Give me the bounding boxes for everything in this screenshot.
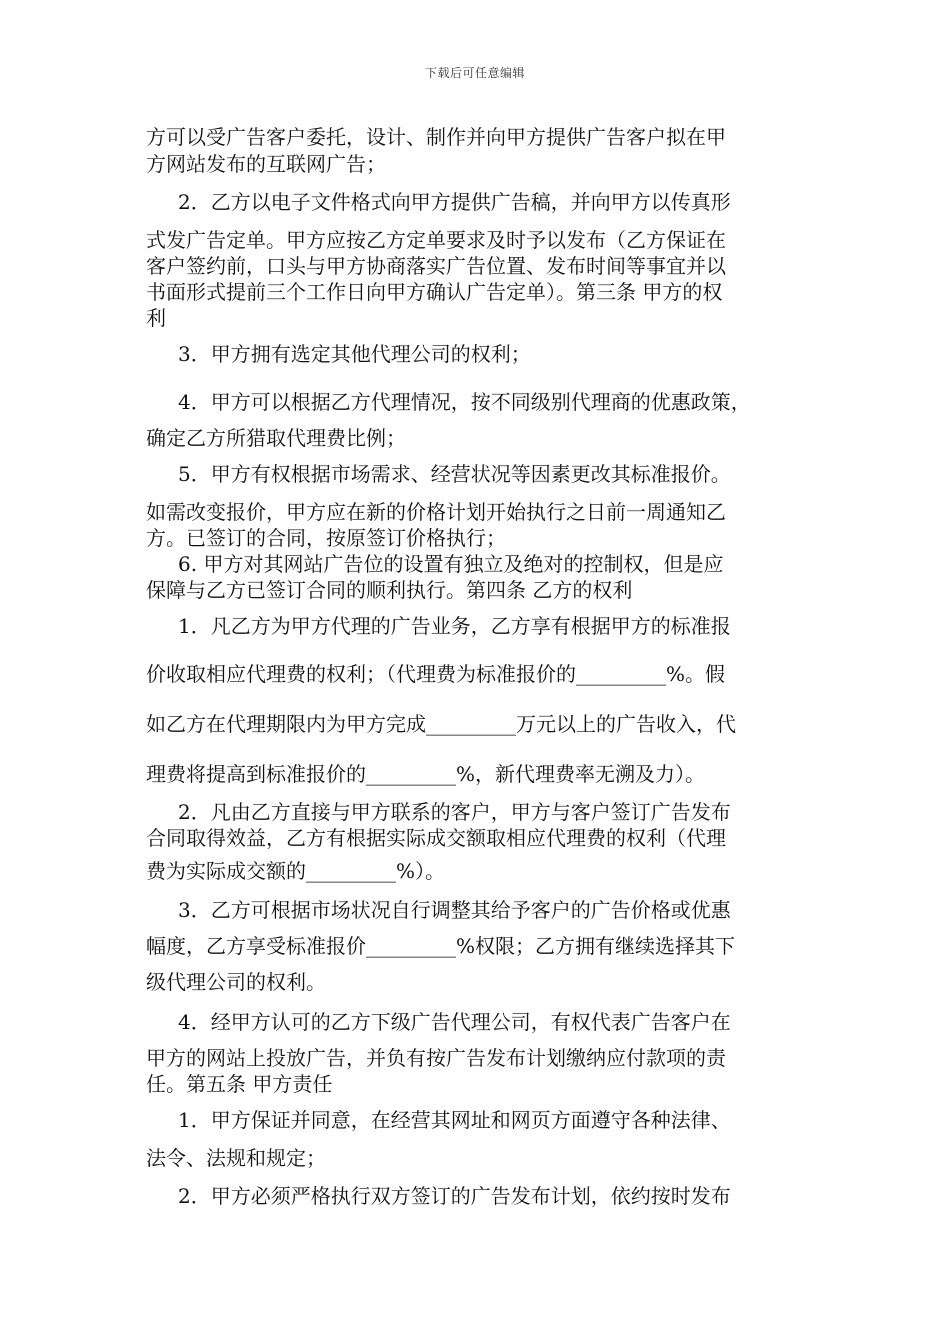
text-line: 法令、法规和规定； bbox=[146, 1146, 326, 1170]
text-line: 4．甲方可以根据乙方代理情况，按不同级别代理商的优惠政策， bbox=[178, 390, 751, 414]
text-line: 甲方的网站上投放广告，并负有按广告发布计划缴纳应付款项的责 bbox=[146, 1046, 726, 1070]
text-line: 6. 甲方对其网站广告位的设置有独立及绝对的控制权，但是应 bbox=[178, 552, 724, 576]
text-line: 5．甲方有权根据市场需求、经营状况等因素更改其标准报价。 bbox=[178, 462, 731, 486]
text-line: 方网站发布的互联网广告； bbox=[146, 152, 386, 176]
text-line: 方。已签订的合同，按原签订价格执行； bbox=[146, 526, 506, 550]
text-line: 2．甲方必须严格执行双方签订的广告发布计划，依约按时发布 bbox=[178, 1184, 731, 1208]
text-line: 2．乙方以电子文件格式向甲方提供广告稿，并向甲方以传真形 bbox=[178, 190, 731, 214]
text-line: 保障与乙方已签订合同的顺利执行。第四条 乙方的权利 bbox=[146, 578, 633, 602]
text-line: 确定乙方所猎取代理费比例； bbox=[146, 426, 406, 450]
text-line: 式发广告定单。甲方应按乙方定单要求及时予以发布（乙方保证在 bbox=[146, 228, 726, 252]
text-line: 1．凡乙方为甲方代理的广告业务，乙方享有根据甲方的标准报 bbox=[178, 614, 731, 638]
text-line: 4．经甲方认可的乙方下级广告代理公司，有权代表广告客户在 bbox=[178, 1010, 731, 1034]
text-line: 合同取得效益，乙方有根据实际成交额取相应代理费的权利（代理 bbox=[146, 826, 726, 850]
text-line: 利 bbox=[146, 306, 166, 330]
text-line: 方可以受广告客户委托，设计、制作并向甲方提供广告客户拟在甲 bbox=[146, 125, 726, 149]
text-line: 1．甲方保证并同意，在经营其网址和网页方面遵守各种法律、 bbox=[178, 1108, 731, 1132]
page-header: 下载后可任意编辑 bbox=[424, 66, 525, 80]
text-line: 任。第五条 甲方责任 bbox=[146, 1072, 333, 1096]
text-line: 客户签约前，口头与甲方协商落实广告位置、发布时间等事宜并以 bbox=[146, 254, 726, 278]
text-line: 3．甲方拥有选定其他代理公司的权利； bbox=[178, 342, 531, 366]
text-line: 如需改变报价，甲方应在新的价格计划开始执行之日前一周通知乙 bbox=[146, 500, 726, 524]
text-line: 如乙方在代理期限内为甲方完成_________万元以上的广告收入，代 bbox=[146, 712, 736, 736]
text-line: 书面形式提前三个工作日向甲方确认广告定单）。第三条 甲方的权 bbox=[146, 280, 723, 304]
text-line: 2．凡由乙方直接与甲方联系的客户，甲方与客户签订广告发布 bbox=[178, 800, 731, 824]
text-line: 级代理公司的权利。 bbox=[146, 970, 326, 994]
text-line: 幅度，乙方享受标准报价_________%权限；乙方拥有继续选择其下 bbox=[146, 934, 736, 958]
text-line: 价收取相应代理费的权利；（代理费为标准报价的_________%。假 bbox=[146, 662, 726, 686]
text-line: 费为实际成交额的_________%）。 bbox=[146, 859, 446, 883]
text-line: 理费将提高到标准报价的_________%，新代理费率无溯及力）。 bbox=[146, 762, 706, 786]
text-line: 3．乙方可根据市场状况自行调整其给予客户的广告价格或优惠 bbox=[178, 898, 731, 922]
